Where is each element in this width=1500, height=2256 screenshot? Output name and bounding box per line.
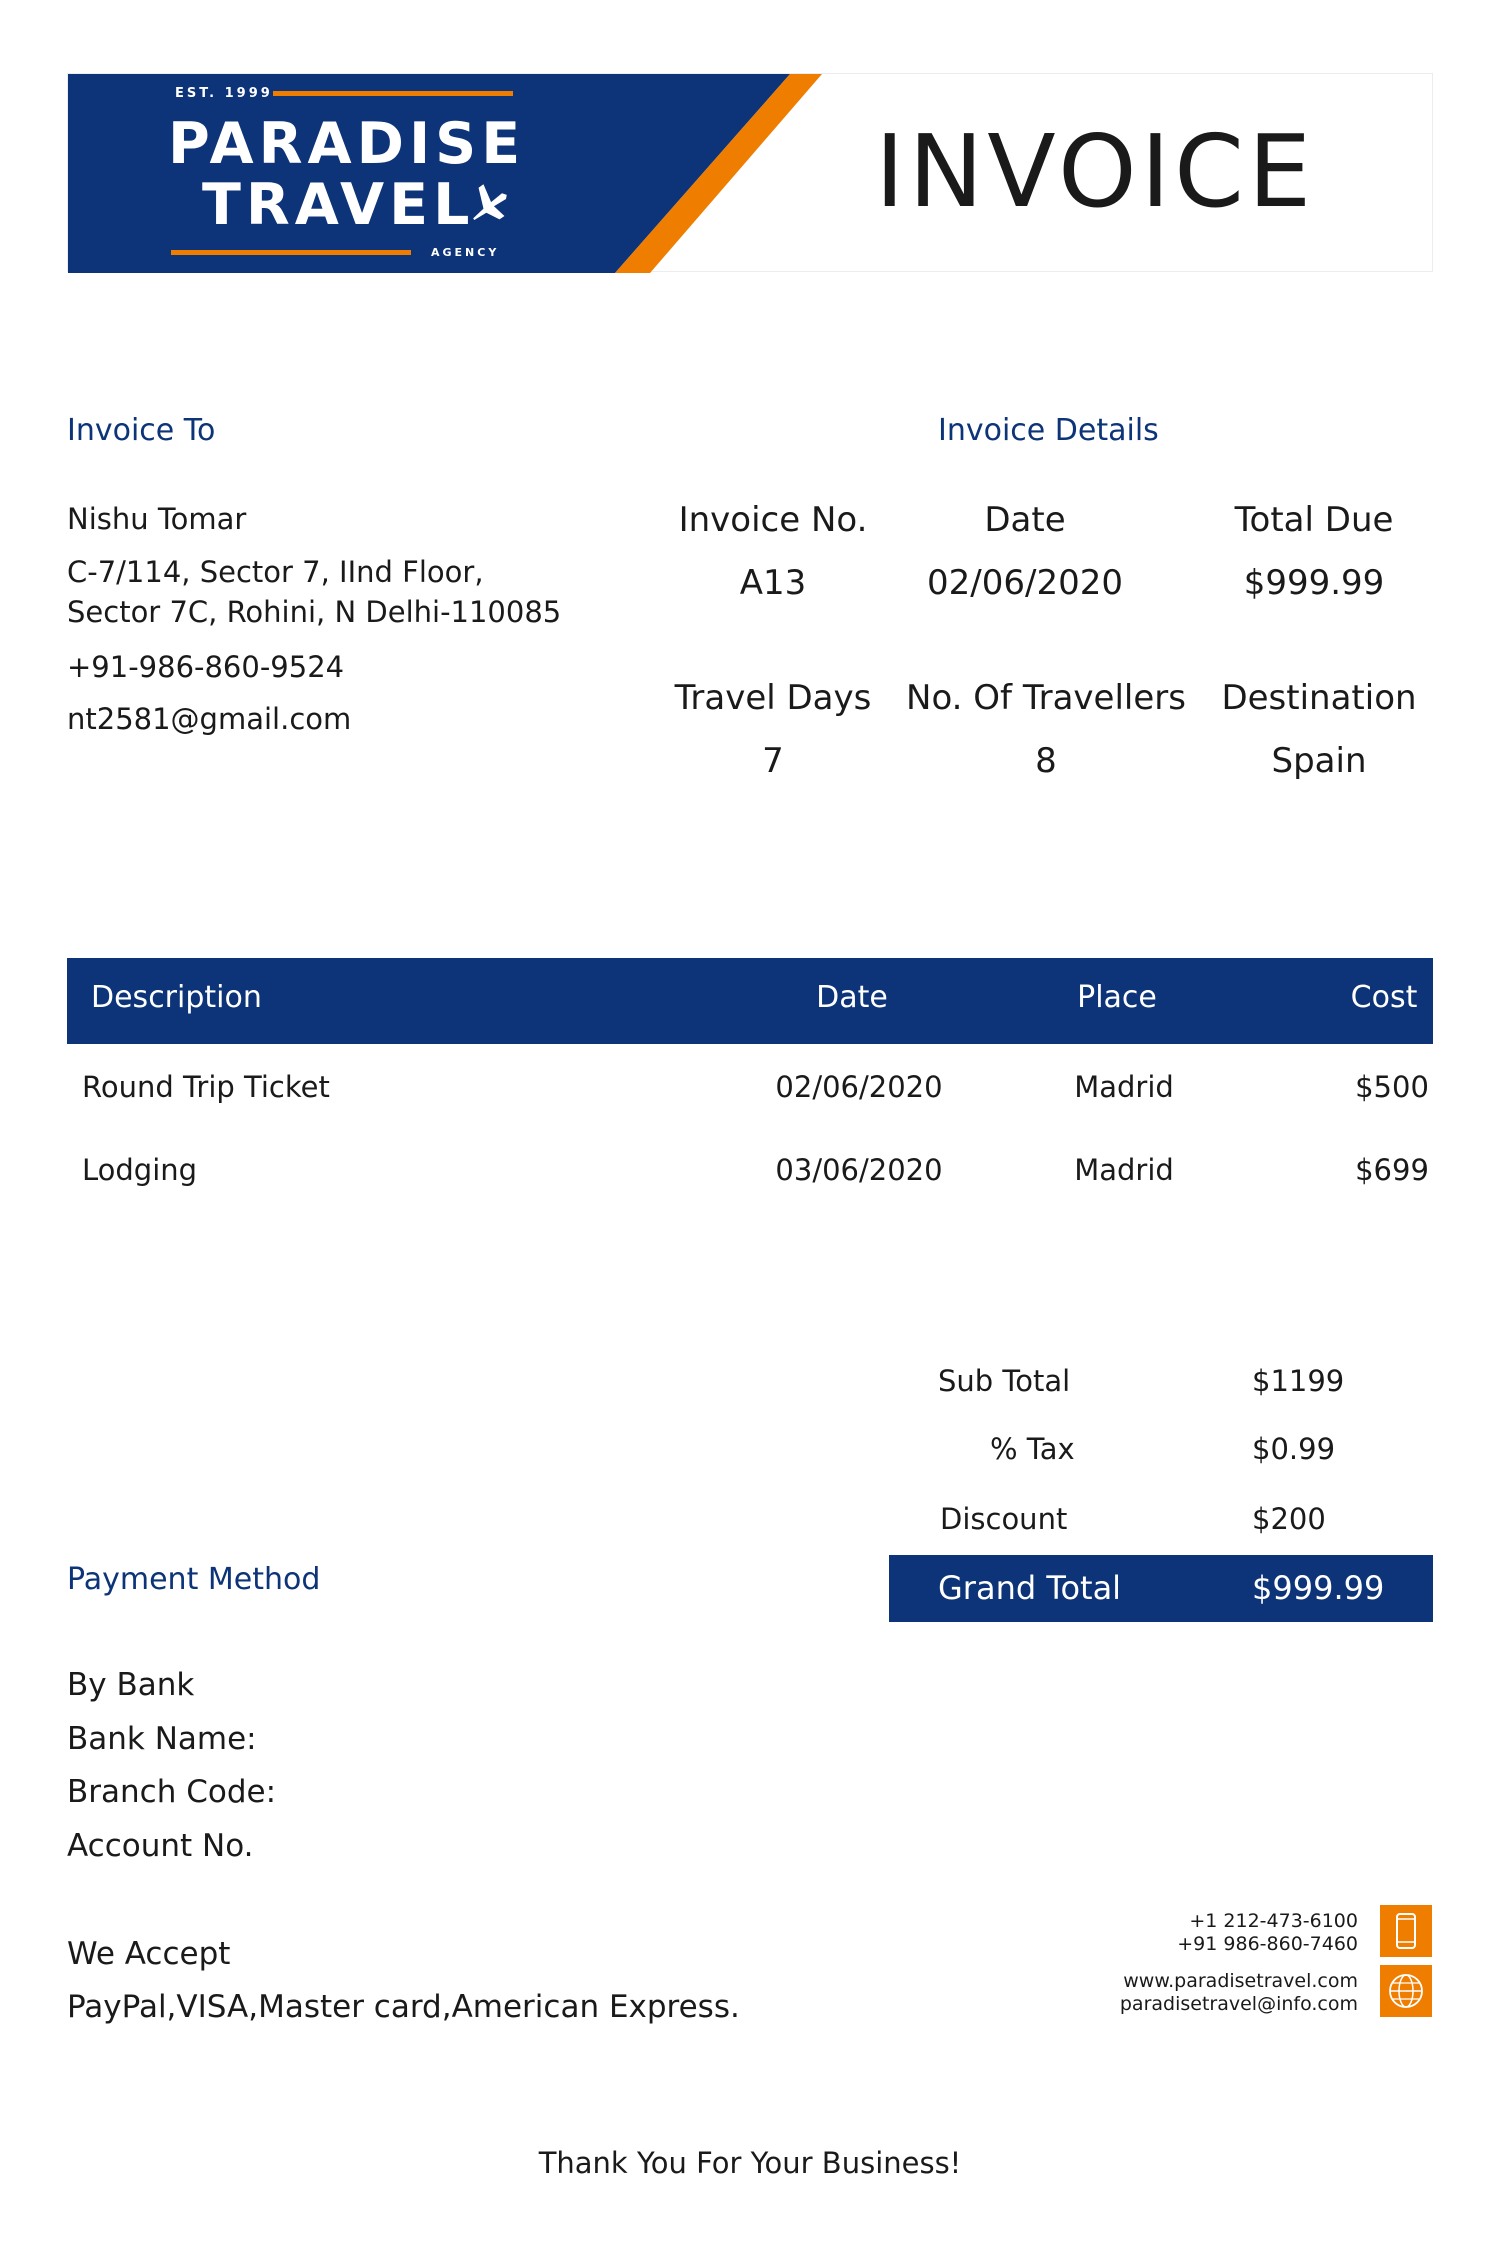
payment-line: By Bank xyxy=(67,1667,195,1703)
payment-line: Account No. xyxy=(67,1828,254,1864)
subtotal-value: $1199 xyxy=(1252,1364,1345,1398)
airplane-icon xyxy=(462,178,512,228)
detail-label-date: Date xyxy=(984,500,1066,540)
grand-total-value: $999.99 xyxy=(1252,1569,1385,1607)
logo-tagline: AGENCY xyxy=(431,246,500,259)
subtotal-label: Sub Total xyxy=(938,1364,1071,1398)
row-cost: $699 xyxy=(1355,1153,1429,1187)
invoice-details-heading: Invoice Details xyxy=(938,413,1159,448)
items-table-header xyxy=(67,958,1433,1044)
detail-label-travel-days: Travel Days xyxy=(674,678,872,718)
grand-total-bar xyxy=(889,1555,1433,1622)
contact-web xyxy=(1000,1970,1358,2016)
header-banner xyxy=(67,73,1433,272)
customer-phone: +91-986-860-9524 xyxy=(67,650,345,684)
detail-label-invoice-no: Invoice No. xyxy=(678,500,868,540)
row-description: Lodging xyxy=(82,1153,198,1187)
accept-value: PayPal,VISA,Master card,American Express. xyxy=(67,1989,740,2025)
column-header-description: Description xyxy=(91,980,262,1015)
tax-value: $0.99 xyxy=(1252,1432,1336,1466)
logo-est: EST. 1999 xyxy=(175,86,273,101)
column-header-place: Place xyxy=(1077,980,1157,1015)
contact-phone-2: +91 986-860-7460 xyxy=(1177,1933,1358,1955)
row-cost: $500 xyxy=(1355,1070,1429,1104)
contact-website: www.paradisetravel.com xyxy=(1123,1970,1358,1992)
row-place: Madrid xyxy=(1074,1070,1174,1104)
detail-value-destination: Spain xyxy=(1271,741,1367,781)
discount-value: $200 xyxy=(1252,1502,1326,1536)
tax-label: % Tax xyxy=(990,1432,1075,1466)
customer-name: Nishu Tomar xyxy=(67,502,247,536)
payment-line: Branch Code: xyxy=(67,1774,277,1810)
contact-email: paradisetravel@info.com xyxy=(1119,1993,1358,2015)
detail-value-total-due: $999.99 xyxy=(1243,563,1385,603)
column-header-cost: Cost xyxy=(1350,980,1418,1015)
invoice-to-heading: Invoice To xyxy=(67,413,216,448)
detail-label-travellers: No. Of Travellers xyxy=(906,678,1186,718)
logo-line1: PARADISE xyxy=(168,111,526,177)
table-row xyxy=(67,1058,1433,1128)
detail-value-invoice-no: A13 xyxy=(739,563,807,603)
table-row xyxy=(67,1143,1433,1213)
column-header-date: Date xyxy=(816,980,888,1015)
accept-label: We Accept xyxy=(67,1936,231,1972)
row-date: 03/06/2020 xyxy=(775,1153,943,1187)
row-place: Madrid xyxy=(1074,1153,1174,1187)
phone-icon xyxy=(1380,1905,1432,1957)
globe-icon xyxy=(1380,1965,1432,2017)
contact-phone-1: +1 212-473-6100 xyxy=(1189,1910,1358,1932)
contact-phones xyxy=(1000,1910,1358,1956)
logo-rule-bottom xyxy=(171,250,411,255)
detail-label-total-due: Total Due xyxy=(1234,500,1394,540)
logo-line2: TRAVEL xyxy=(202,172,475,238)
discount-label: Discount xyxy=(940,1502,1068,1536)
customer-address-line2: Sector 7C, Rohini, N Delhi-110085 xyxy=(67,595,562,629)
logo-rule-top xyxy=(273,91,513,96)
detail-value-travel-days: 7 xyxy=(762,741,784,781)
payment-method-heading: Payment Method xyxy=(67,1562,321,1597)
page-title: INVOICE xyxy=(875,113,1316,230)
thank-you-note: Thank You For Your Business! xyxy=(538,2146,962,2180)
row-date: 02/06/2020 xyxy=(775,1070,943,1104)
payment-line: Bank Name: xyxy=(67,1721,257,1757)
customer-address-line1: C-7/114, Sector 7, IInd Floor, xyxy=(67,555,484,589)
row-description: Round Trip Ticket xyxy=(82,1070,330,1104)
grand-total-label: Grand Total xyxy=(938,1569,1122,1607)
detail-label-destination: Destination xyxy=(1221,678,1417,718)
detail-value-travellers: 8 xyxy=(1035,741,1057,781)
detail-value-date: 02/06/2020 xyxy=(927,563,1123,603)
customer-email: nt2581@gmail.com xyxy=(67,702,352,736)
